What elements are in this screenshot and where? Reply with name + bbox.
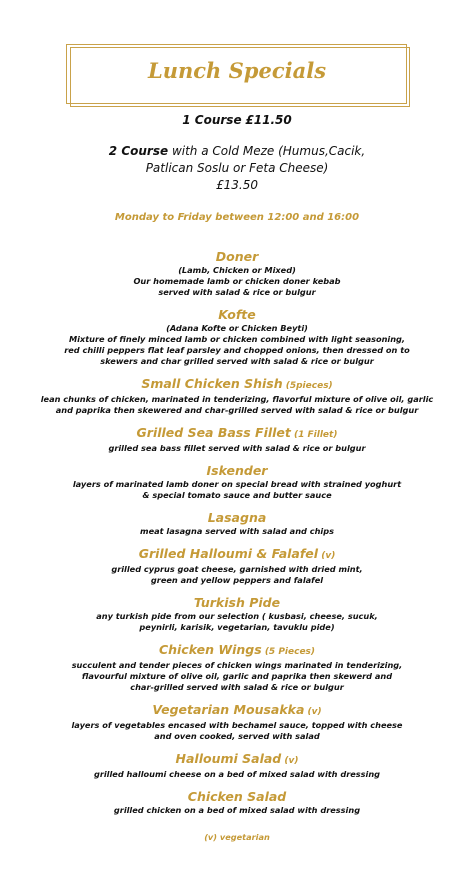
- menu-item-name: [0, 751, 474, 769]
- menu-item-description: grilled cyprus goat cheese, garnished with dried mint, green and yellow peppers and falafel: [111, 564, 363, 585]
- menu-item-description: (Lamb, Chicken or Mixed) Our homemade lamb or chicken doner kebab served with salad & rice or bulgur: [133, 265, 341, 297]
- menu-item-title: Grilled Sea Bass Fillet: [136, 425, 291, 440]
- menu-item-title: Vegetarian Mousakka: [152, 702, 305, 717]
- menu-item-title: Halloumi Salad: [175, 751, 282, 766]
- menu-item-note: (1 Fillet): [290, 430, 338, 440]
- menu-item-title: Doner: [215, 249, 259, 264]
- menu-item-title: Small Chicken Shish: [141, 376, 283, 391]
- menu-item-name: [0, 376, 474, 394]
- menu-item-name: [0, 307, 474, 323]
- menu-item-description: any turkish pide from our selection ( kusbasi, cheese, sucuk, peynirli, karisik, vegetarian, tavuklu pide): [96, 611, 378, 632]
- menu-item-name: [0, 510, 474, 526]
- menu-item: [0, 642, 474, 693]
- menu-item-title: Kofte: [218, 307, 256, 322]
- menu-item-name: [0, 425, 474, 443]
- menu-item: [0, 751, 474, 780]
- menu-item-name: [0, 249, 474, 265]
- menu-item-title: Grilled Halloumi & Falafel: [138, 546, 319, 561]
- menu-item: [0, 463, 474, 501]
- menu-item-description: layers of marinated lamb doner on special bread with strained yoghurt & special tomato sauce and butter sauce: [72, 479, 402, 500]
- menu-item: [0, 307, 474, 367]
- one-course-label: 1 Course: [182, 113, 242, 127]
- menu-item-name: [0, 789, 474, 805]
- menu-item: [0, 376, 474, 416]
- menu-item-name: [0, 702, 474, 720]
- menu-item-title: Chicken Wings: [158, 642, 262, 657]
- course-prices: [0, 112, 474, 194]
- menu-item-description: grilled halloumi cheese on a bed of mixed salad with dressing: [93, 769, 381, 779]
- menu-item-name: [0, 463, 474, 479]
- menu-item-description: lean chunks of chicken, marinated in tenderizing, flavorful mixture of olive oil, garlic and paprika then skewered and char-grilled served with salad & rice or bulgur: [40, 394, 434, 415]
- menu-item-note: (5 Pieces): [261, 647, 316, 657]
- menu-item-description: grilled chicken on a bed of mixed salad with dressing: [113, 805, 361, 815]
- two-course-price: £13.50: [216, 178, 258, 192]
- menu-item-title: Turkish Pide: [193, 595, 281, 610]
- menu-item-description: grilled sea bass fillet served with salad & rice or bulgur: [108, 443, 366, 453]
- two-course-label: 2 Course: [108, 144, 169, 158]
- menu-items: [0, 249, 474, 825]
- menu-item: [0, 789, 474, 816]
- menu-item-description: succulent and tender pieces of chicken wings marinated in tenderizing, flavourful mixture of olive oil, garlic and paprika then skewerd and char-grilled served with salad & rice or bulgur: [71, 660, 403, 692]
- menu-item-title: Lasagna: [207, 510, 267, 525]
- menu-item-title: Chicken Salad: [187, 789, 287, 804]
- menu-item-note: (v): [318, 551, 336, 561]
- menu-item-note: (v): [304, 707, 322, 717]
- menu-item: [0, 595, 474, 633]
- menu-item-name: [0, 595, 474, 611]
- menu-item-description: (Adana Kofte or Chicken Beyti) Mixture of finely minced lamb or chicken combined with light seasoning, red chilli peppers flat leaf parsley and chopped onions, then dressed on to skewers and char grilled served with salad & rice or bulgur: [64, 323, 410, 366]
- menu-item-description: meat lasagna served with salad and chips: [140, 526, 334, 536]
- two-course-desc-1: with a Cold Meze (Humus,Cacik,: [168, 144, 366, 158]
- menu-item-name: [0, 642, 474, 660]
- serving-hours: Monday to Friday between 12:00 and 16:00: [114, 212, 360, 223]
- two-course-block: [0, 143, 474, 194]
- menu-item-title: Iskender: [206, 463, 268, 478]
- menu-item: [0, 510, 474, 537]
- menu-item-name: [0, 546, 474, 564]
- one-course-line: [0, 112, 474, 129]
- vegetarian-footnote: (v) vegetarian: [204, 832, 270, 842]
- menu-item: [0, 702, 474, 742]
- menu-item: [0, 546, 474, 586]
- menu-item-description: layers of vegetables encased with bechamel sauce, topped with cheese and oven cooked, served with salad: [71, 720, 403, 741]
- menu-item: [0, 425, 474, 454]
- menu-item-note: (5pieces): [282, 381, 333, 391]
- menu-item: [0, 249, 474, 298]
- two-course-desc-2: Patlican Soslu or Feta Cheese): [145, 161, 329, 175]
- menu-title: Lunch Specials: [147, 58, 327, 83]
- one-course-price: £11.50: [245, 113, 292, 127]
- menu-item-note: (v): [281, 756, 299, 766]
